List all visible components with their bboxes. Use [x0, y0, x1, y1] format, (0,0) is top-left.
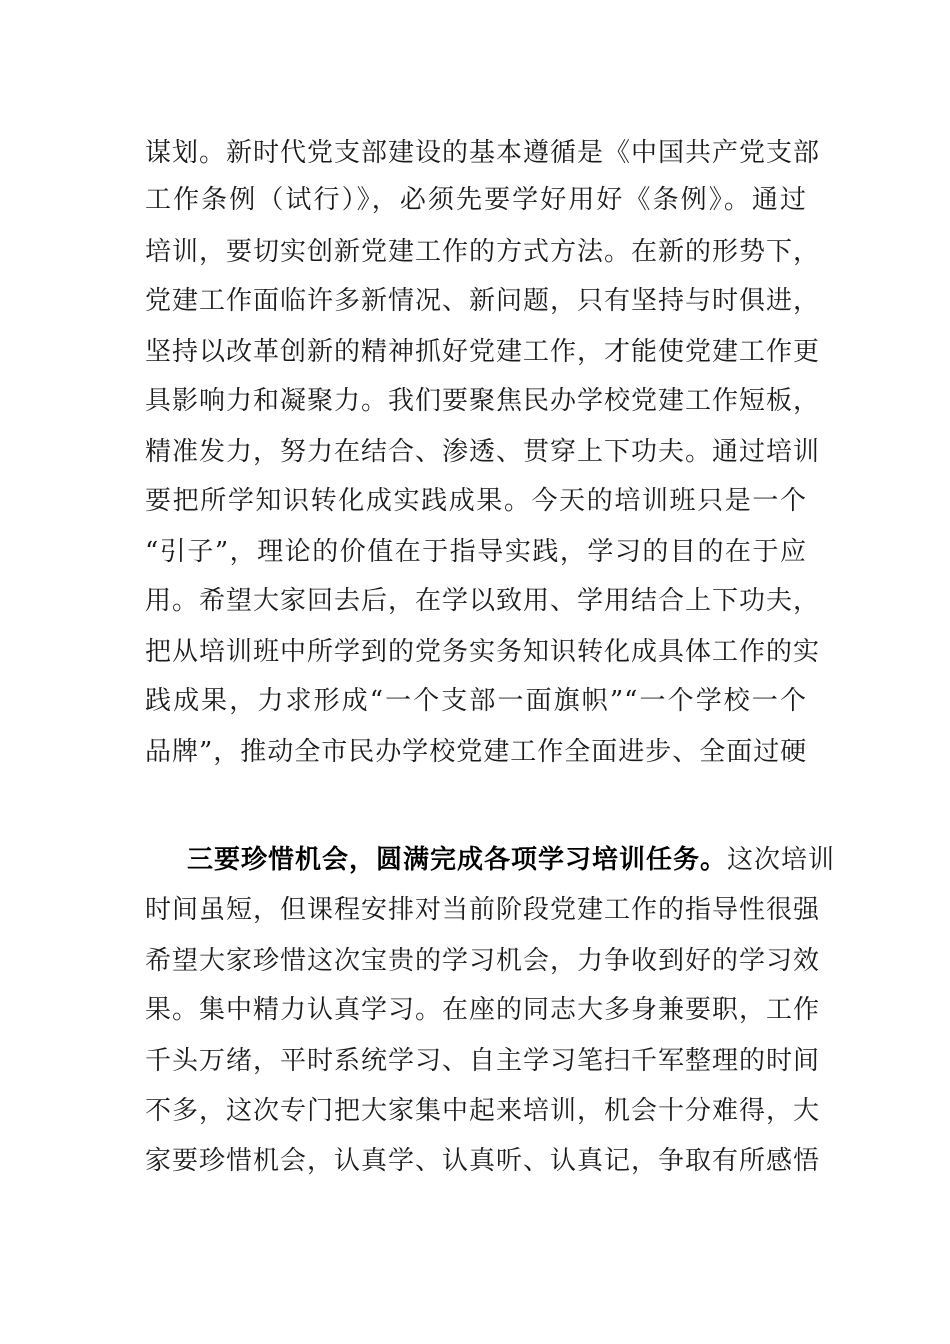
text-line: 要把所学知识转化成实践成果。今天的培训班只是一个 — [145, 486, 807, 516]
text-line: 具影响力和凝聚力。我们要聚焦民办学校党建工作短板， — [145, 386, 821, 416]
text-line: 品牌”，推动全市民办学校党建工作全面进步、全面过硬 — [145, 737, 808, 767]
text-line: 时间虽短，但课程安排对当前阶段党建工作的指导性很强 — [145, 895, 821, 925]
text-line: 用。希望大家回去后，在学以致用、学用结合上下功夫， — [145, 586, 821, 616]
paragraph-heading-line — [187, 842, 836, 878]
text-line: 谋划。新时代党支部建设的基本遵循是《中国共产党支部 — [145, 138, 821, 168]
text-line: 践成果，力求形成“一个支部一面旗帜”“一个学校一个 — [145, 686, 807, 716]
text-line: “引子”，理论的价值在于指导实践，学习的目的在于应 — [145, 537, 807, 567]
text-line: 希望大家珍惜这次宝贵的学习机会，力争收到好的学习效 — [145, 946, 821, 976]
heading-continuation: 这次培训 — [727, 845, 836, 875]
text-line: 把从培训班中所学到的党务实务知识转化成具体工作的实 — [145, 637, 821, 667]
text-line: 家要珍惜机会，认真学、认真听、认真记，争取有所感悟 — [145, 1146, 821, 1176]
text-line: 不多，这次专门把大家集中起来培训，机会十分难得，大 — [145, 1096, 821, 1126]
section-heading: 三要珍惜机会，圆满完成各项学习培训任务。 — [187, 845, 728, 875]
text-line: 坚持以改革创新的精神抓好党建工作，才能使党建工作更 — [145, 337, 821, 367]
text-line: 培训，要切实创新党建工作的方式方法。在新的形势下， — [145, 237, 821, 267]
text-line: 精准发力，努力在结合、渗透、贯穿上下功夫。通过培训 — [145, 437, 821, 467]
text-line: 工作条例（试行）》，必须先要学好用好《条例》。通过 — [145, 185, 807, 215]
text-line: 果。集中精力认真学习。在座的同志大多身兼要职，工作 — [145, 995, 821, 1025]
text-line: 党建工作面临许多新情况、新问题，只有坚持与时俱进， — [145, 286, 821, 316]
text-line: 千头万绪，平时系统学习、自主学习笔扫千军整理的时间 — [145, 1046, 821, 1076]
